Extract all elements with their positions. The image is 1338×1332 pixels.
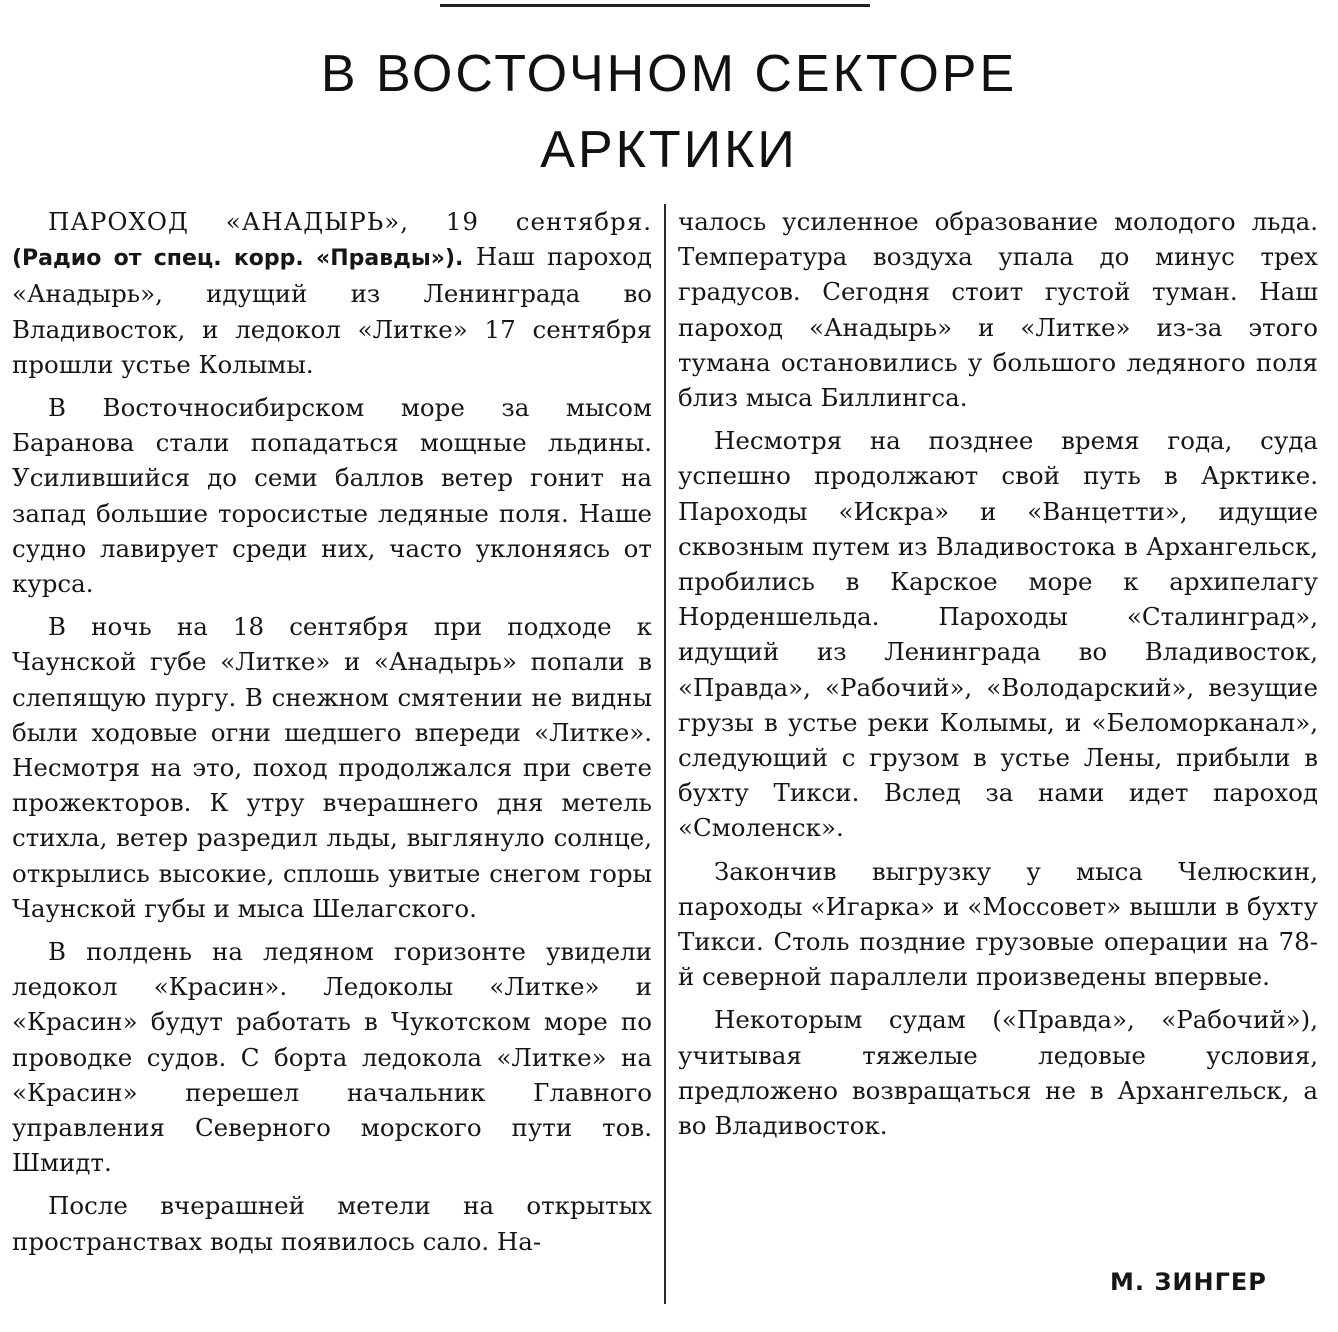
article-paragraph-4: В полдень на ледяном горизонте увидели ледокол «Красин». Ледоколы «Литке» и «Красин» будут работать в Чукотском море по проводке судов. С борта ледокола «Литке» на «Красин» перешел начальник Главного управления Северного морского пути тов. Шмидт.: [12, 937, 652, 1178]
article-paragraph-7: Закончив выгрузку у мыса Челюскин, пароходы «Игарка» и «Моссовет» вышли в бухту Тикси. Столь поздние грузовые операции на 78-й северной параллели произведены впервые.: [678, 856, 1318, 992]
dateline: ПАРОХОД «АНАДЫРЬ», 19 сентября.: [48, 207, 652, 236]
article-column-left: [12, 204, 652, 1267]
article-paragraph-6: Несмотря на позднее время года, суда успешно продолжают свой путь в Арктике. Пароходы «Искра» и «Ванцетти», идущие сквозным путем из Владивостока в Архангельск, пробились в Карское море к архипелагу Норденшельда. Пароходы «Сталинград», идущий из Ленинграда во Владивосток, «Правда», «Рабочий», «Володарский», везущие грузы в устье реки Колымы, и «Беломорканал», следующий с грузом в устье Лены, прибыли в бухту Тикси. Вслед за нами идет пароход «Смоленск».: [678, 426, 1318, 843]
article-paragraph-5-start: После вчерашней метели на открытых пространствах воды появилось сало. На-: [12, 1191, 652, 1256]
paragraph-1-text: Наш пароход «Анадырь», идущий из Ленинграда во Владивосток, и ледокол «Литке» 17 сентября прошли устье Колымы.: [12, 242, 652, 379]
article-paragraph-2: В Восточносибирском море за мысом Баранова стали попадаться мощные льдины. Усилившийся до семи баллов ветер гонит на запад большие торосистые ледяные поля. Наше судно лавирует среди них, часто уклоняясь от курса.: [12, 393, 652, 599]
top-rule: [440, 4, 870, 7]
article-paragraph-3: В ночь на 18 сентября при подходе к Чаунской губе «Литке» и «Анадырь» попали в слепящую пургу. В снежном смятении не видны были ходовые огни шедшего впереди «Литке». Несмотря на это, поход продолжался при свете прожекторов. К утру вчерашнего дня метель стихла, ветер разредил льды, выглянуло солнце, открылись высокие, сплошь увитые снегом горы Чаунской губы и мыса Шелагского.: [12, 612, 652, 923]
headline-line-1: В ВОСТОЧНОМ СЕКТОРЕ: [320, 45, 1018, 103]
headline-line-2: АРКТИКИ: [540, 121, 798, 179]
article-paragraph-8: Некоторым судам («Правда», «Рабочий»), учитывая тяжелые ледовые условия, предложено возвращаться не в Архангельск, а во Владивосток.: [678, 1005, 1318, 1141]
article-column-right: [678, 204, 1318, 1151]
article-paragraph-5-continued: чалось усиленное образование молодого льда. Температура воздуха упала до минус трех градусов. Сегодня стоит густой туман. Наш пароход «Анадырь» и «Литке» из-за этого тумана остановились у большого ледяного поля близ мыса Биллингса.: [678, 207, 1318, 413]
source-credit: (Радио от спец. корр. «Правды»).: [12, 246, 464, 272]
column-divider: [664, 204, 666, 1304]
author-signature: М. ЗИНГЕР: [1110, 1268, 1267, 1296]
article-paragraph-1: [12, 204, 652, 382]
